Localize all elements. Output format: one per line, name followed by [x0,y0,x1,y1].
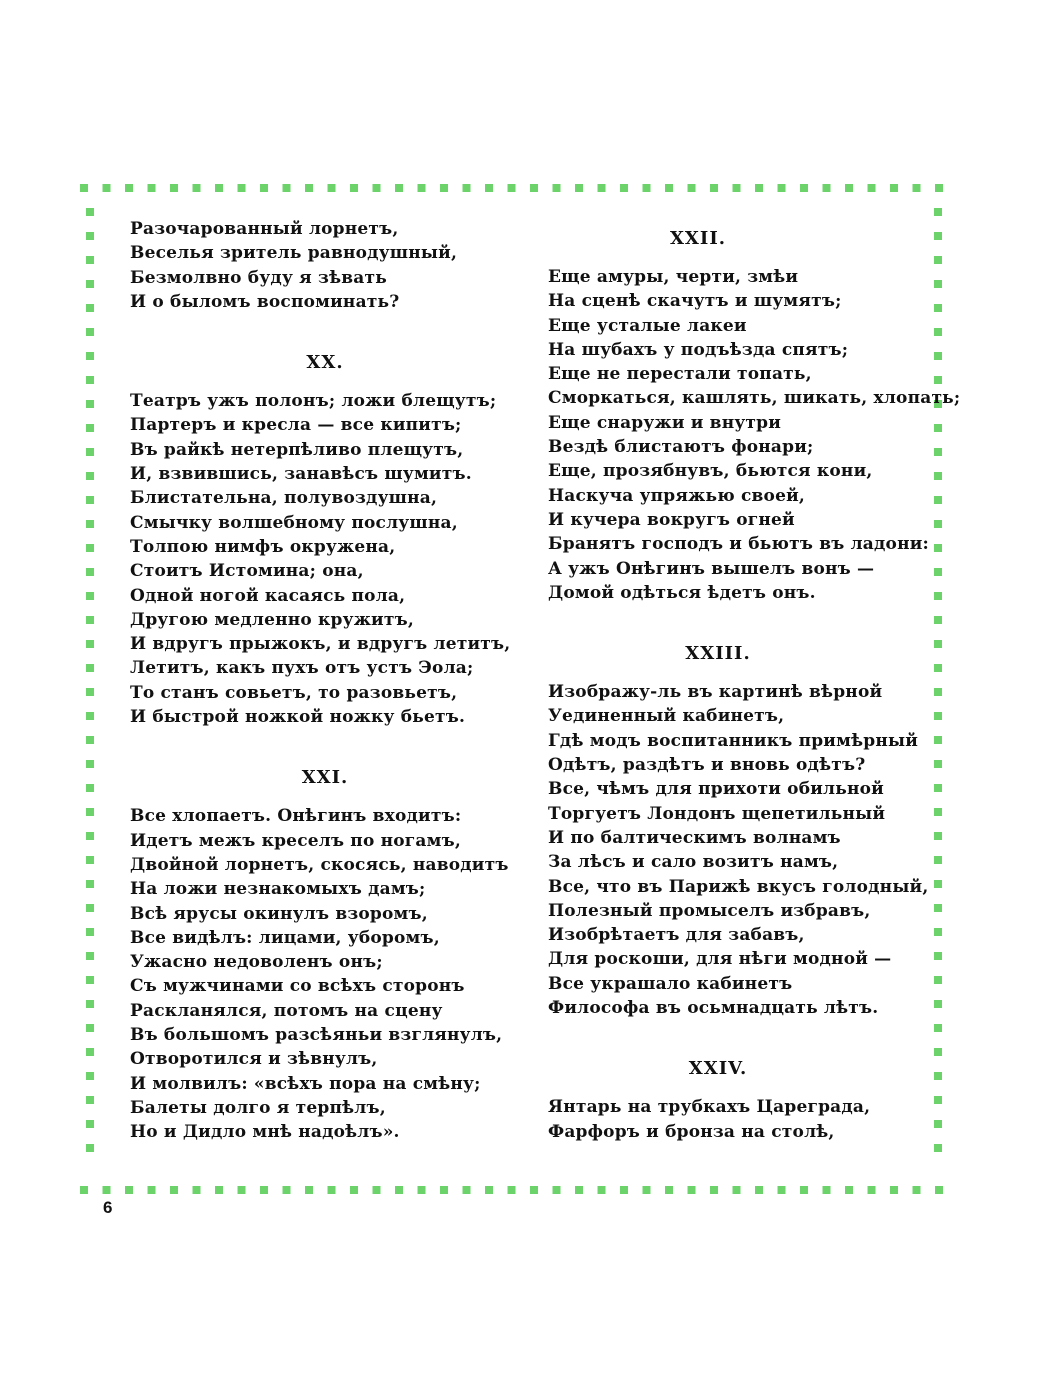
poem-line: Отворотился и зѣвнулъ, [130,1049,378,1070]
poem-line: И о быломъ воспоминать? [130,291,400,312]
poem-line: Еще амуры, черти, змѣи [548,267,799,287]
border-dot [86,640,94,648]
border-dot [193,184,201,192]
poem-line: Полезный промыселъ избравъ, [548,900,871,921]
border-dot [86,712,94,720]
poem-line: Но и Дидло мнѣ надоѣлъ». [130,1122,400,1143]
border-dot [395,184,403,192]
intro-lines [130,217,520,314]
border-dot [86,280,94,288]
border-dot [328,184,336,192]
stanza-number-xxiii: XXIII. [685,643,751,665]
poem-line: Стоитъ Истомина; она, [130,561,364,582]
border-dot [778,184,786,192]
poem-line: И молвилъ: «всѣхъ пора на смѣну; [130,1073,481,1094]
border-dot [463,184,471,192]
stanza-xxi [130,804,520,1144]
border-dot [125,1186,133,1194]
border-dot [86,376,94,384]
border-dot [86,1048,94,1056]
border-dot [86,448,94,456]
border-dot [86,328,94,336]
border-dot [575,184,583,192]
border-dot [530,1186,538,1194]
border-dot [86,1144,94,1152]
border-dot [215,184,223,192]
border-dot [305,1186,313,1194]
poem-line: Все, что въ Парижѣ вкусъ голодный, [548,876,929,897]
border-dot [80,1186,88,1194]
poem-line: Одной ногой касаясь пола, [130,585,406,606]
poem-line: Двойной лорнетъ, скосясь, наводитъ [130,854,509,875]
border-dot [620,184,628,192]
poem-line: Ужасно недоволенъ онъ; [130,952,383,973]
border-dot [485,1186,493,1194]
border-dot [86,424,94,432]
poem-line: Балеты долго я терпѣлъ, [130,1097,386,1118]
border-dot [935,1186,943,1194]
border-dot [86,400,94,408]
border-dot [283,1186,291,1194]
border-dot [86,736,94,744]
poem-line: Партеръ и кресла — все кипитъ; [130,415,462,436]
border-dot [620,1186,628,1194]
poem-line: Наскуча упряжью своей, [548,485,806,506]
border-dot [215,1186,223,1194]
poem-line: Бранятъ господъ и бьютъ въ ладони: [548,534,929,555]
border-dot [823,1186,831,1194]
border-dot [350,184,358,192]
border-dot [86,208,94,216]
poem-line: Домой одѣться ѣдетъ онъ. [548,582,816,603]
border-dot [418,184,426,192]
poem-line: Для роскоши, для нѣги модной — [548,949,892,970]
poem-line: На сценѣ скачутъ и шумятъ; [548,291,842,312]
border-dot [86,616,94,624]
poem-line: На шубахъ у подъѣзда спятъ; [548,339,849,360]
border-dot [688,184,696,192]
poem-line: И, взвившись, занавѣсъ шумитъ. [130,464,472,485]
border-dot [890,1186,898,1194]
poem-line: Другою медленно кружитъ, [130,609,414,630]
border-dot [103,184,111,192]
left-column [130,217,520,1145]
border-dot [86,592,94,600]
border-dot [80,184,88,192]
border-dot [148,184,156,192]
poem-line: Еще, прозябнувъ, бьются кони, [548,461,873,482]
border-dot [934,208,942,216]
border-dot [305,184,313,192]
border-dot [755,184,763,192]
border-dot [733,184,741,192]
stanza-number-xx: XX. [306,352,344,374]
border-dot [86,784,94,792]
border-dot [598,184,606,192]
poem-line: Толпою нимфъ окружена, [130,536,396,557]
border-dot [170,184,178,192]
border-dot [86,760,94,768]
poem-line: Торгуетъ Лондонъ щепетильный [548,803,886,824]
border-dot [485,184,493,192]
border-dot [823,184,831,192]
border-dot [86,688,94,696]
poem-line: Раскланялся, потомъ на сцену [130,1000,443,1021]
poem-line: Сморкаться, кашлять, шикать, хлопать; [548,388,961,409]
border-dot [778,1186,786,1194]
border-dot [395,1186,403,1194]
stanza-xxiv [548,1095,938,1144]
border-dot [260,184,268,192]
border-dot [86,1072,94,1080]
border-dot [935,184,943,192]
border-dot [86,256,94,264]
poem-line: Все видѣлъ: лицами, уборомъ, [130,927,440,948]
poem-line: Все украшало кабинетъ [548,973,793,994]
border-dot [86,352,94,360]
border-dot [328,1186,336,1194]
border-dot [688,1186,696,1194]
poem-line: Фарфоръ и бронза на столѣ, [548,1121,835,1142]
border-dot [86,1024,94,1032]
border-dot [733,1186,741,1194]
border-dot [238,1186,246,1194]
poem-line: За лѣсъ и сало возитъ намъ, [548,852,839,873]
border-dot [665,184,673,192]
stanza-xxii [548,265,961,605]
border-dot [86,904,94,912]
border-dot [86,520,94,528]
border-dot [868,184,876,192]
border-dot [170,1186,178,1194]
border-dot [86,952,94,960]
border-dot [193,1186,201,1194]
poem-line: Веселья зритель равнодушный, [130,243,458,264]
poem-line: То станъ совьетъ, то разовьетъ, [130,682,458,703]
border-dot [86,832,94,840]
border-dot [845,184,853,192]
border-dot [350,1186,358,1194]
poem-line: Въ большомъ разсѣяньи взглянулъ, [130,1025,503,1046]
border-dot [934,1144,942,1152]
border-dot [103,1186,111,1194]
border-dot [710,1186,718,1194]
border-dot [800,1186,808,1194]
border-dot [86,856,94,864]
border-dot [913,1186,921,1194]
border-dot [86,976,94,984]
border-dot [440,1186,448,1194]
right-column [548,228,961,1144]
border-dot [913,184,921,192]
border-dot [86,1120,94,1128]
stanza-number-xxi: XXI. [301,767,349,789]
poem-line: Всѣ ярусы окинулъ взоромъ, [130,903,428,924]
border-dot [283,184,291,192]
border-dot [508,184,516,192]
border-dot [553,184,561,192]
border-dot [508,1186,516,1194]
poem-line: Уединенный кабинетъ, [548,706,785,727]
poem-line: Одѣтъ, раздѣтъ и вновь одѣтъ? [548,755,866,776]
poem-line: И кучера вокругъ огней [548,509,795,530]
poem-line: Еще не перестали топать, [548,364,812,385]
poem-line: Все хлопаетъ. Онѣгинъ входитъ: [130,806,462,827]
stanza-xxiii [548,680,938,1020]
poem-line: Гдѣ модъ воспитанникъ примѣрный [548,730,919,751]
border-dot [86,472,94,480]
border-dot [440,184,448,192]
poem-line: Изобрѣтаетъ для забавъ, [548,925,805,946]
poem-line: Янтарь на трубкахъ Цареграда, [548,1097,871,1118]
border-dot [800,184,808,192]
poem-line: И быстрой ножкой ножку бьетъ. [130,707,466,728]
border-dot [86,664,94,672]
border-dot [86,568,94,576]
border-dot [373,1186,381,1194]
poem-line: Въ райкѣ нетерпѣливо плещутъ, [130,439,464,460]
border-dot [890,184,898,192]
border-dot [86,1096,94,1104]
border-dot [86,808,94,816]
border-dot [575,1186,583,1194]
poem-line: Идетъ межъ креселъ по ногамъ, [130,830,461,851]
poem-line: Смычку волшебному послушна, [130,512,458,533]
border-dot [845,1186,853,1194]
border-dot [643,184,651,192]
poem-line: Все, чѣмъ для прихоти обильной [548,779,884,800]
poem-line: Театръ ужъ полонъ; ложи блещутъ; [130,391,497,412]
border-dot [373,184,381,192]
border-dot [598,1186,606,1194]
poem-line: Еще усталые лакеи [548,315,747,336]
border-dot [463,1186,471,1194]
border-dot [530,184,538,192]
border-dot [553,1186,561,1194]
poem-line: Съ мужчинами со всѣхъ сторонъ [130,976,465,997]
border-dot [86,880,94,888]
border-dot [125,184,133,192]
poem-line: Философа въ осьмнадцать лѣтъ. [548,998,879,1019]
border-dot [260,1186,268,1194]
stanza-number-xxiv: XXIV. [688,1058,748,1080]
poem-line: И по балтическимъ волнамъ [548,827,841,848]
poem-line: На ложи незнакомыхъ дамъ; [130,879,426,900]
border-dot [418,1186,426,1194]
poem-line: Еще снаружи и внутри [548,412,782,433]
border-dot [868,1186,876,1194]
poem-line: И вдругъ прыжокъ, и вдругъ летитъ, [130,634,511,655]
border-dot [710,184,718,192]
poem-line: Изображу-ль въ картинѣ вѣрной [548,682,883,703]
border-dot [643,1186,651,1194]
border-dot [86,928,94,936]
poem-line: Блистательна, полувоздушна, [130,488,438,509]
border-dot [86,496,94,504]
poem-line: А ужъ Онѣгинъ вышелъ вонъ — [548,558,875,579]
border-dot [238,184,246,192]
border-dot [665,1186,673,1194]
border-dot [755,1186,763,1194]
poem-line: Безмолвно буду я зѣвать [130,267,387,288]
stanza-xx [130,389,520,729]
poem-line: Вездѣ блистаютъ фонари; [548,437,814,458]
border-dot [86,544,94,552]
border-dot [86,304,94,312]
poem-line: Летитъ, какъ пухъ отъ устъ Эола; [130,658,474,679]
border-dot [86,232,94,240]
stanza-number-xxii: XXII. [669,228,727,249]
poem-line: Разочарованный лорнетъ, [130,219,399,239]
border-dot [86,1000,94,1008]
page-number: 6 [103,1198,113,1217]
border-dot [148,1186,156,1194]
